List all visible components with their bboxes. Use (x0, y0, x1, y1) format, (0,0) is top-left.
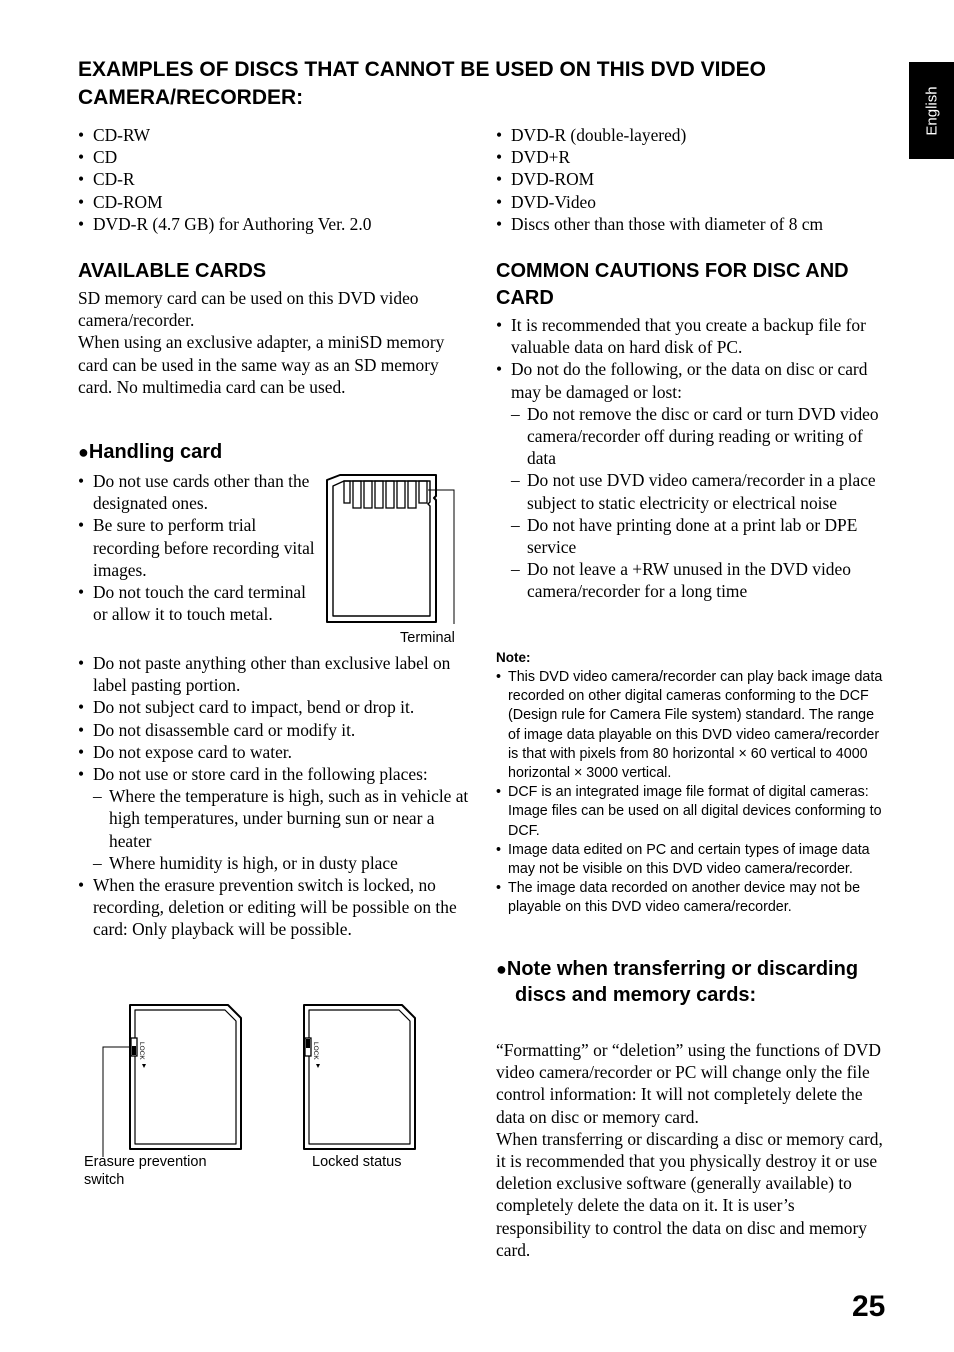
handling-list-bottom-block (78, 652, 470, 941)
note-item: • Image data edited on PC and certain types of image data may not be visible on this DVD video camera/recorder. (496, 841, 888, 879)
list-item: • Do not disassemble card or modify it. (78, 719, 470, 741)
available-cards-para1: SD memory card can be used on this DVD video camera/recorder. (78, 288, 419, 331)
list-item (78, 763, 470, 874)
bullet-icon: ● (78, 442, 89, 462)
common-cautions-block (496, 314, 888, 603)
handling-card-title (78, 439, 468, 465)
list-item: • Do not subject card to impact, bend or drop it. (78, 696, 470, 718)
list-item: • DVD+R (496, 146, 896, 168)
sd-card-erasure-switch-figure (95, 1000, 255, 1160)
erasure-caption: Erasure prevention switch (84, 1154, 207, 1188)
sub-list-item: – Do not remove the disc or card or turn DVD video camera/recorder off during reading or writing of data (511, 403, 888, 470)
list-item: • It is recommended that you create a backup file for valuable data on hard disk of PC. (496, 314, 888, 358)
available-cards-title: AVAILABLE CARDS (78, 260, 267, 282)
available-cards-para2: When using an exclusive adapter, a miniSD memory card can be used in the same way as an SD memory card. No multimedia card can be used. (78, 332, 445, 397)
common-cautions-list (496, 314, 888, 603)
list-item: • CD-RW (78, 124, 468, 146)
places-sublist (93, 785, 470, 874)
lock-label: LOCK (312, 1042, 319, 1060)
list-item: • DVD-R (4.7 GB) for Authoring Ver. 2.0 (78, 213, 468, 235)
note-item: • This DVD video camera/recorder can play back image data recorded on other digital cameras conforming to the DCF (Design rule for Camera File system) standard. The range of image data playable on this DVD video camera/recorder is that with pixels from 80 horizontal × 60 vertical to 4000 horizontal × 3000 vertical. (496, 668, 888, 783)
list-item: • Be sure to perform trial recording before recording vital images. (78, 514, 318, 581)
handling-card-title-text: Handling card (88, 441, 223, 463)
handling-list-top (78, 470, 318, 625)
language-tab (909, 62, 954, 159)
lock-label: LOCK (138, 1042, 145, 1060)
discs-list-left (78, 124, 468, 235)
transfer-note-title (496, 956, 875, 1008)
handling-list-bottom (78, 652, 470, 941)
note-item: • The image data recorded on another device may not be playable on this DVD video camera/recorder. (496, 879, 888, 917)
list-item: • Do not expose card to water. (78, 741, 470, 763)
list-item-text: Do not use or store card in the following places: (93, 764, 428, 785)
sd-card-locked-figure (300, 1000, 420, 1160)
sub-list-item: – Do not have printing done at a print lab or DPE service (511, 514, 888, 558)
cautions-sublist (511, 403, 888, 603)
transfer-para1: “Formatting” or “deletion” using the functions of DVD video camera/recorder or PC will change only the file control information: It will not completely delete the data on disc or memory card. (496, 1040, 881, 1127)
list-item: • DVD-Video (496, 191, 896, 213)
transfer-note-text (496, 1039, 888, 1261)
list-item: • Do not touch the card terminal or allow it to touch metal. (78, 581, 318, 625)
list-item: • CD-ROM (78, 191, 468, 213)
terminal-caption: Terminal (400, 630, 455, 646)
note-label: Note: (496, 650, 531, 665)
sub-list-item: – Do not leave a +RW unused in the DVD video camera/recorder for a long time (511, 558, 888, 602)
available-cards-text (78, 287, 470, 398)
list-item: • CD-R (78, 168, 468, 190)
list-item: • When the erasure prevention switch is locked, no recording, deletion or editing will be possible on the card: Only playback will be possible. (78, 874, 470, 941)
common-cautions-title: COMMON CAUTIONS FOR DISC AND CARD (496, 260, 849, 309)
sub-list-item: – Do not use DVD video camera/recorder in a place subject to static electricity or electrical noise (511, 469, 888, 513)
locked-caption: Locked status (312, 1154, 402, 1170)
list-item: • Do not paste anything other than exclusive label on label pasting portion. (78, 652, 470, 696)
note-list (496, 668, 888, 918)
note-item: • DCF is an integrated image file format of digital cameras: Image files can be used on all digital devices conforming to DCF. (496, 783, 888, 841)
sd-card-terminal-figure (320, 470, 470, 630)
list-item-text: Do not do the following, or the data on disc or card may be damaged or lost: (511, 359, 868, 402)
list-item: • DVD-R (double-layered) (496, 124, 896, 146)
list-item: • Do not use cards other than the designated ones. (78, 470, 318, 514)
bullet-icon: ● (496, 959, 507, 979)
list-item: • CD (78, 146, 468, 168)
list-item: • DVD-ROM (496, 168, 896, 190)
sub-list-item: – Where humidity is high, or in dusty place (93, 852, 470, 874)
transfer-para2: When transferring or discarding a disc or memory card, it is recommended that you physically destroy it or use deletion exclusive software (generally available) to completely delete the data on it. It is user’s responsibility to control the data on disc and memory card. (496, 1128, 883, 1260)
page-heading: EXAMPLES OF DISCS THAT CANNOT BE USED ON THIS DVD VIDEO CAMERA/RECORDER: (78, 58, 766, 109)
transfer-note-title-text: Note when transferring or discarding discs and memory cards: (506, 958, 859, 1006)
language-tab-label: English (923, 85, 940, 136)
list-item: • Discs other than those with diameter of 8 cm (496, 213, 896, 235)
page-number: 25 (852, 1290, 886, 1323)
discs-list-right (496, 124, 896, 235)
sub-list-item: – Where the temperature is high, such as in vehicle at high temperatures, under burning sun or near a heater (93, 785, 470, 852)
list-item (496, 358, 888, 602)
